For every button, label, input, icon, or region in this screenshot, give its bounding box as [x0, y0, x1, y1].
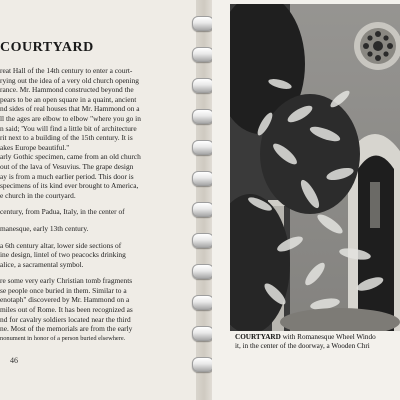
body-line: [0, 269, 190, 276]
body-line: [0, 200, 190, 207]
caption-line2: it, in the center of the doorway, a Wooden Chri: [235, 342, 370, 351]
body-line: re some very early Christian tomb fragments: [0, 276, 133, 286]
body-line: enotaph" discovered by Mr. Hammond on a: [0, 295, 130, 305]
body-line: rance. Mr. Hammond constructed beyond the: [0, 85, 134, 95]
left-page: [0, 0, 198, 400]
body-line: alice, a sacramental symbol.: [0, 259, 84, 269]
body-line: nd sides of real houses that Mr. Hammond on a: [0, 104, 140, 114]
body-line: [0, 234, 190, 241]
page-heading: COURTYARD: [0, 40, 94, 55]
photo-caption: [235, 333, 400, 352]
body-line: [0, 217, 190, 224]
caption-bold: COURTYARD: [235, 333, 281, 341]
body-line: nd for cavalry soldiers located near the third: [0, 314, 131, 324]
body-line: ine design, lintel of two peacocks drinking: [0, 250, 126, 260]
binding-coil-icon: [192, 140, 214, 155]
body-line: specimens of its kind ever brought to America,: [0, 181, 139, 191]
body-text: [0, 66, 190, 343]
binding-coil-icon: [192, 295, 214, 310]
body-line: a 6th century altar, lower side sections of: [0, 240, 122, 250]
binding-coil-icon: [192, 233, 214, 248]
body-line: ll the ages are elbow to elbow "where you go in: [0, 113, 141, 123]
binding-coil-icon: [192, 264, 214, 279]
courtyard-photo-image: [230, 4, 400, 331]
caption-line1: with Romanesque Wheel Windo: [280, 333, 376, 341]
footnote: nonument in honor of a person buried elsewhere.: [0, 334, 126, 342]
binding-coil-icon: [192, 16, 214, 31]
binding-coil-icon: [192, 109, 214, 124]
body-line: ne. Most of the memorials are from the early: [0, 324, 133, 334]
binding-coil-icon: [192, 171, 214, 186]
body-line: out of the lava of Vesuvius. The grape design: [0, 161, 134, 171]
body-line: reat Hall of the 14th century to enter a court-: [0, 66, 133, 75]
binding-coil-icon: [192, 202, 214, 217]
body-line: se people once buried in them. Similar to a: [0, 285, 127, 295]
binding-coil-icon: [192, 357, 214, 372]
binding-coil-icon: [192, 78, 214, 93]
page-number: 46: [10, 356, 18, 365]
binding-coil-icon: [192, 47, 214, 62]
body-line: e church in the courtyard.: [0, 190, 76, 200]
courtyard-photo: [230, 4, 400, 331]
body-line: pears to be an open square in a quaint, ancient: [0, 94, 137, 104]
body-line: rying out the idea of a very old church opening: [0, 75, 139, 85]
body-line: century, from Padua, Italy, in the center of: [0, 207, 125, 217]
body-line: rit next to a building of the 15th century. It is: [0, 133, 133, 143]
body-line: ay is from a much earlier period. This door is: [0, 171, 134, 181]
body-line: arly Gothic specimen, came from an old church: [0, 152, 141, 162]
body-line: miles out of Rome. It has been recognized as: [0, 305, 133, 315]
body-line: n said; 'You will find a little bit of architecture: [0, 123, 137, 133]
body-line: manesque, early 13th century.: [0, 223, 89, 233]
body-line: akes Europe beautiful.": [0, 142, 70, 152]
binding-coil-icon: [192, 326, 214, 341]
